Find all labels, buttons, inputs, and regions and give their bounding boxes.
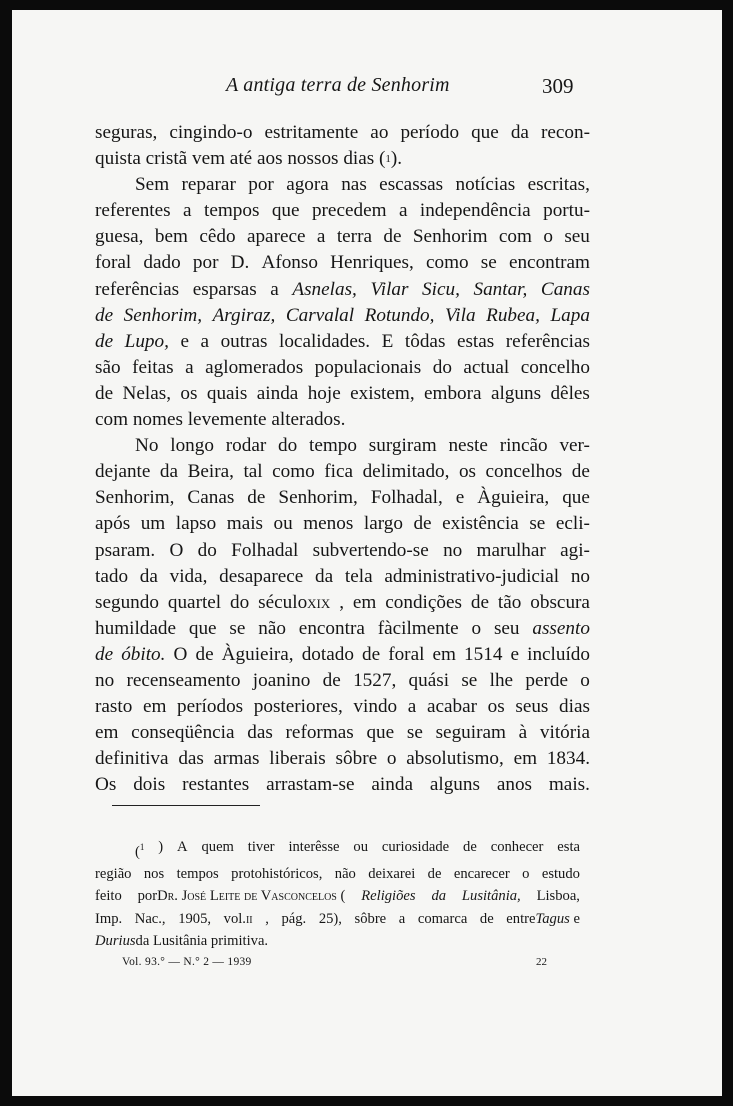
word: referências [505, 330, 590, 352]
word: da [510, 122, 529, 143]
word: escritas, [527, 174, 590, 196]
word: encontram [508, 252, 590, 274]
footnote-line [95, 908, 580, 930]
word: dias [559, 696, 590, 718]
word: nas [341, 174, 367, 196]
text-line [95, 511, 590, 537]
word: em [95, 722, 119, 744]
word: no [570, 565, 590, 587]
word: Carvalal [285, 304, 355, 326]
word: a [407, 696, 417, 718]
word: estritamente [264, 122, 359, 143]
word: a [316, 226, 326, 248]
word: joanino [252, 669, 311, 691]
word: esparsas [192, 278, 257, 300]
word: fica [324, 461, 354, 483]
word: ) [158, 839, 164, 855]
word: de [470, 591, 490, 613]
word: Santar, [473, 278, 528, 300]
word: 1834. [546, 748, 590, 770]
text-line: quista cristã vem até aos nossos dias ( 1 ). [95, 148, 403, 170]
text-line [95, 642, 590, 668]
text-line [95, 772, 590, 798]
word: em [513, 748, 538, 770]
word: cêdo [199, 226, 236, 248]
word: vida, [169, 565, 208, 587]
word: tela [344, 565, 373, 587]
word: liberais [269, 748, 326, 770]
word: mais. [548, 774, 590, 796]
text-line [95, 564, 590, 590]
word: Argiraz, [212, 304, 276, 326]
word: de [383, 226, 402, 248]
word: precedem [311, 200, 387, 222]
word: mais [226, 513, 264, 535]
word: de [247, 487, 266, 509]
word: ainda [256, 382, 299, 404]
text-line [95, 381, 590, 407]
text-line [95, 720, 590, 746]
word: quartel [167, 591, 222, 613]
word: o [543, 226, 553, 248]
word: de [322, 669, 341, 691]
page-number: 309 [542, 74, 574, 98]
word: seguiram [435, 722, 506, 744]
word: tado [95, 565, 129, 587]
word: à [518, 722, 528, 744]
word: após [95, 513, 131, 535]
word: como [272, 461, 315, 483]
word: rincão [499, 435, 548, 457]
word: Beira, [187, 461, 234, 483]
word: ou [353, 839, 368, 855]
footnote [95, 836, 580, 952]
word: agi- [560, 539, 590, 561]
word: ainda [371, 774, 413, 796]
word: recon- [540, 122, 590, 143]
word: Nac., [134, 910, 166, 927]
word: se [480, 252, 497, 274]
word: anos [496, 774, 532, 796]
word: no [443, 539, 463, 561]
word: a [398, 910, 406, 927]
word: tiver [247, 839, 275, 855]
word: lapso [175, 513, 217, 535]
word: Vilar [370, 278, 409, 300]
word: foral [95, 252, 132, 274]
word: Rotundo, [364, 304, 435, 326]
word: localidades. [279, 330, 371, 352]
word: aglomerados [205, 356, 304, 378]
word: esta [557, 839, 580, 855]
word: de [95, 304, 114, 326]
word: com [498, 226, 532, 248]
word: feito [95, 888, 122, 905]
word: em [432, 643, 456, 665]
footnote-line [95, 885, 580, 907]
word: da [139, 565, 158, 587]
word: foral [388, 643, 425, 665]
word: Lupo, [124, 330, 169, 352]
word: definitiva [95, 748, 169, 770]
word: conhecer [490, 839, 544, 855]
word: armas [213, 748, 260, 770]
word: deixarei [368, 866, 416, 883]
word: Rubea, [486, 304, 540, 326]
word: das [178, 748, 204, 770]
word: em [352, 591, 377, 613]
word: posteriores, [253, 696, 343, 718]
word: região [95, 866, 132, 883]
word: Àguieira, [221, 643, 294, 665]
word: delimitado, [362, 461, 450, 483]
paragraph-start [95, 433, 590, 459]
footnote-separator [112, 805, 260, 806]
text-line [95, 277, 590, 303]
word: se [229, 617, 246, 639]
word: segundo [95, 591, 159, 613]
word: , [265, 910, 269, 927]
word: de [95, 330, 114, 352]
word: de [463, 839, 477, 855]
word: desaparece [219, 565, 304, 587]
word: os [180, 382, 198, 404]
word: de [479, 910, 494, 927]
word: nos [143, 866, 165, 883]
text-line [95, 355, 590, 381]
word: entreTagus e [506, 910, 580, 927]
word: sôbre [354, 910, 387, 927]
word: Senhorim, [123, 304, 203, 326]
word: lhe [489, 669, 514, 691]
word: subvertendo-se [312, 539, 429, 561]
word: humildade [95, 617, 176, 639]
word: rodar [225, 435, 267, 457]
word: hoje [307, 382, 341, 404]
footnote-line [95, 836, 580, 863]
word: populacionais [314, 356, 422, 378]
word: existem, [350, 382, 415, 404]
word: a [200, 330, 210, 352]
word: O [169, 539, 184, 561]
word: período [400, 122, 460, 143]
word: tempos [203, 200, 260, 222]
word: Senhorim, [95, 487, 175, 509]
word: curiosidade [381, 839, 450, 855]
word: arrastam-se [266, 774, 355, 796]
word: notícias [455, 174, 516, 196]
text-line [95, 329, 590, 355]
text-line [95, 538, 590, 564]
word: Senhorim, [278, 487, 358, 509]
word: referências [95, 278, 180, 300]
sheet-number: 22 [536, 956, 547, 968]
word: no [95, 669, 115, 691]
word: acabar [426, 696, 478, 718]
word: largo [363, 513, 403, 535]
word: No [135, 435, 159, 457]
word: como [425, 252, 469, 274]
text-line [95, 198, 590, 224]
word: perde [525, 669, 568, 691]
word: de [571, 461, 590, 483]
text-line [95, 746, 590, 772]
word: seus [515, 696, 549, 718]
word: Sicu, [422, 278, 460, 300]
word: recenseamento [126, 669, 241, 691]
word: da [315, 565, 334, 587]
word: Canas [187, 487, 235, 509]
word: se [461, 669, 478, 691]
word: os [487, 696, 505, 718]
word: terra [336, 226, 372, 248]
word: dejante [95, 461, 151, 483]
word: Henriques, [330, 252, 414, 274]
word: actual [463, 356, 510, 378]
word: independência [419, 200, 531, 222]
text-line [95, 485, 590, 511]
word: existência [442, 513, 519, 535]
word: embora [424, 382, 482, 404]
word: Folhadal [231, 539, 299, 561]
word: se [406, 722, 423, 744]
word: administrativo-judicial [384, 565, 560, 587]
word: do [230, 591, 250, 613]
paragraph-start [95, 172, 590, 198]
word: marulhar [476, 539, 546, 561]
word: surgiram [368, 435, 437, 457]
word: e [455, 487, 465, 509]
volume-signature: Vol. 93.° — N.° 2 — 1939 [122, 956, 252, 968]
word: dêles [550, 382, 590, 404]
word: concelho [520, 356, 590, 378]
word: agora [286, 174, 329, 196]
word: incluído [527, 643, 590, 665]
word: rasto [95, 696, 133, 718]
word: das [247, 722, 273, 744]
word: alguns [429, 774, 480, 796]
word: Folhadal, [370, 487, 443, 509]
word: tôdas [404, 330, 446, 352]
word: seu [493, 617, 520, 639]
word: Afonso [261, 252, 318, 274]
word: do [278, 435, 298, 457]
text-line [95, 120, 590, 146]
word: reparar [181, 174, 236, 196]
word: por [192, 252, 219, 274]
word: portu- [543, 200, 590, 222]
word: que [188, 617, 217, 639]
word: óbito. [121, 643, 166, 665]
word: Imp. [95, 910, 123, 927]
word: estas [456, 330, 495, 352]
word: vitória [539, 722, 590, 744]
word: em [142, 696, 167, 718]
word: tempo [309, 435, 357, 457]
word: referentes [95, 200, 171, 222]
word: sôbre [335, 748, 378, 770]
word: a [398, 200, 408, 222]
word: 25), [318, 910, 342, 927]
word: seguras, [95, 122, 158, 143]
word: condições [385, 591, 462, 613]
word: psaram. [95, 539, 156, 561]
word: reformas [285, 722, 354, 744]
word: se [529, 513, 546, 535]
word: assento [532, 617, 590, 639]
word: 1514 [464, 643, 503, 665]
word: Senhorim [412, 226, 488, 248]
word: o [580, 669, 590, 691]
word: tal [243, 461, 263, 483]
word: feitas [132, 356, 174, 378]
word: Lisboa, [536, 888, 580, 905]
text-line [95, 668, 590, 694]
word: A [177, 839, 188, 855]
word: dado [143, 252, 181, 274]
word: Àguieira, [477, 487, 550, 509]
word: estudo [541, 866, 580, 883]
word: 1905, [178, 910, 212, 927]
word: ao [370, 122, 389, 143]
word: Os [95, 774, 117, 796]
word: de [95, 643, 114, 665]
word: quais [206, 382, 248, 404]
word: 1527, [353, 669, 397, 691]
word: de [413, 513, 432, 535]
word: por [248, 174, 274, 196]
word: o [522, 866, 530, 883]
word: de [362, 643, 381, 665]
word: são [95, 356, 121, 378]
word: da [431, 888, 447, 905]
footnote-line [95, 863, 580, 885]
word: vindo [353, 696, 398, 718]
word: períodos [177, 696, 244, 718]
word: O [173, 643, 188, 665]
word: da [159, 461, 179, 483]
word: o [386, 748, 397, 770]
word: séculoxix [258, 591, 331, 613]
word: concelhos [485, 461, 563, 483]
word: D. [230, 252, 250, 274]
word: tão [497, 591, 522, 613]
word: fàcilmente [377, 617, 459, 639]
running-title: A antiga terra de Senhorim [226, 74, 450, 96]
word: quási [408, 669, 450, 691]
word: a [185, 356, 194, 378]
word: absolutismo, [406, 748, 504, 770]
word: o [471, 617, 482, 639]
word: seu [564, 226, 590, 248]
page-header [12, 74, 722, 104]
word: pág. [281, 910, 307, 927]
word: que [562, 487, 590, 509]
text-line [95, 694, 590, 720]
text-line [95, 459, 590, 485]
word: Sem [135, 174, 170, 196]
word: do [432, 356, 452, 378]
text-line [95, 303, 590, 329]
word: a [183, 200, 192, 222]
book-page [12, 10, 722, 1096]
word: a [270, 278, 279, 300]
word: e [180, 330, 189, 352]
word: ($^1$ [135, 842, 145, 860]
word: protohistóricos, [231, 866, 323, 883]
word: não [334, 866, 356, 883]
word: ecli- [555, 513, 590, 535]
word: Lusitânia, [461, 888, 521, 905]
text-line [95, 616, 590, 642]
word: Canas [540, 278, 590, 300]
word: conseqüência [131, 722, 235, 744]
word: ou [273, 513, 293, 535]
word: longo [170, 435, 214, 457]
text-line [95, 224, 590, 250]
word: comarca [417, 910, 468, 927]
word: de [427, 866, 442, 883]
word: interêsse [288, 839, 340, 855]
word: encontra [298, 617, 365, 639]
word: um [140, 513, 166, 535]
word: escassas [379, 174, 444, 196]
word: dois [133, 774, 166, 796]
word: alguns [490, 382, 542, 404]
word: que [271, 200, 300, 222]
word: do [197, 539, 217, 561]
word: os [458, 461, 477, 483]
footnote-line: Durius da Lusitânia primitiva. [95, 933, 269, 950]
word: restantes [182, 774, 250, 796]
word: Nelas, [122, 382, 171, 404]
word: neste [448, 435, 488, 457]
word: de [195, 643, 214, 665]
word: Religiões [361, 888, 416, 905]
word: ver- [559, 435, 590, 457]
text-line [95, 590, 590, 616]
word: que [366, 722, 395, 744]
word: guesa, [95, 226, 144, 248]
word: bem [154, 226, 188, 248]
word: vol.ii [223, 910, 253, 927]
word: porDr. José Leite de Vasconcelos ( [137, 888, 346, 905]
word: E [381, 330, 394, 352]
text-line: com nomes levemente alterados. [95, 409, 346, 431]
word: Lapa [550, 304, 590, 326]
word: aparece [246, 226, 306, 248]
word: cingindo-o [169, 122, 253, 143]
word: de [95, 382, 114, 404]
word: encarecer [453, 866, 510, 883]
word: dotado [301, 643, 354, 665]
word: e [510, 643, 520, 665]
word: quem [201, 839, 234, 855]
word: Asnelas, [292, 278, 357, 300]
word: Vila [445, 304, 476, 326]
word: tempos [176, 866, 219, 883]
word: , [339, 591, 344, 613]
body-text [95, 120, 590, 798]
word: que [471, 122, 499, 143]
word: obscura [530, 591, 590, 613]
word: não [258, 617, 286, 639]
word: outras [220, 330, 268, 352]
text-line [95, 250, 590, 276]
word: menos [303, 513, 354, 535]
